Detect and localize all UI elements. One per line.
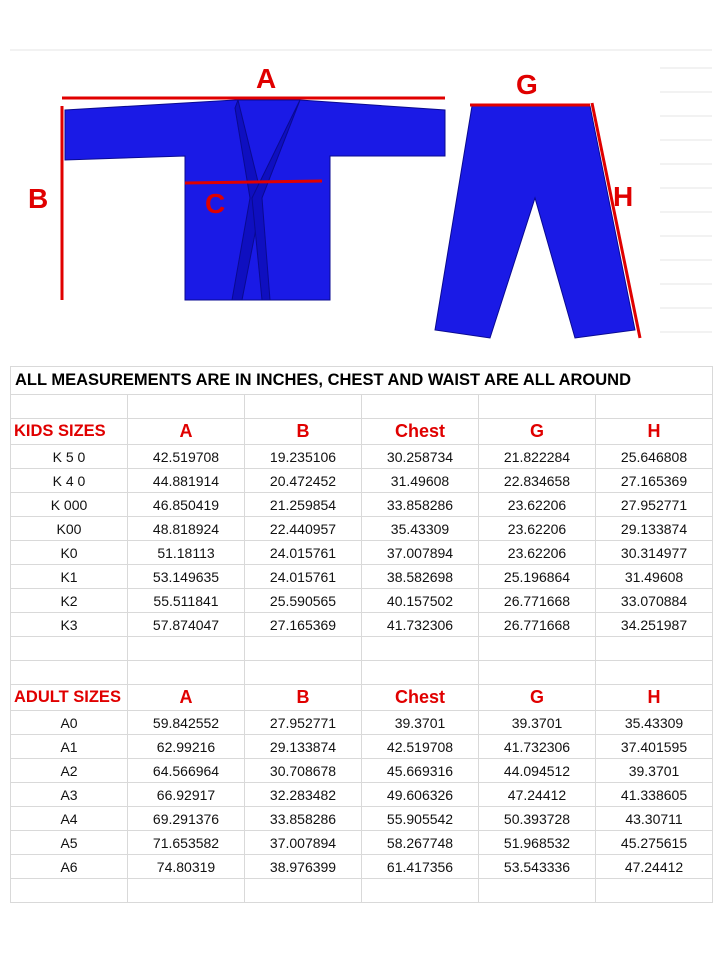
measurement-cell: 47.24412 [596, 855, 713, 879]
measurement-cell: 46.850419 [128, 493, 245, 517]
empty-row [11, 395, 713, 419]
measurement-cell: 45.669316 [362, 759, 479, 783]
measurement-cell: 53.543336 [479, 855, 596, 879]
label-g: G [516, 69, 538, 100]
empty-cell [245, 661, 362, 685]
kids-sizes-label: KIDS SIZES [11, 419, 128, 445]
column-header: H [596, 419, 713, 445]
measurement-cell: 42.519708 [362, 735, 479, 759]
table-row [11, 855, 713, 879]
measurement-cell: 35.43309 [596, 711, 713, 735]
measurement-cell: 20.472452 [245, 469, 362, 493]
measurement-cell: 26.771668 [479, 589, 596, 613]
size-cell: A0 [11, 711, 128, 735]
size-cell: A4 [11, 807, 128, 831]
empty-cell [596, 879, 713, 903]
column-header: B [245, 685, 362, 711]
column-header: B [245, 419, 362, 445]
measurement-cell: 33.858286 [362, 493, 479, 517]
table-row [11, 711, 713, 735]
empty-cell [128, 637, 245, 661]
empty-cell [128, 395, 245, 419]
measurement-cell: 48.818924 [128, 517, 245, 541]
measurement-cell: 55.905542 [362, 807, 479, 831]
measurement-cell: 41.732306 [479, 735, 596, 759]
column-header: Chest [362, 419, 479, 445]
size-cell: A1 [11, 735, 128, 759]
label-c: C [205, 188, 226, 219]
size-cell: K 5 0 [11, 445, 128, 469]
measurement-cell: 30.258734 [362, 445, 479, 469]
measurement-cell: 51.968532 [479, 831, 596, 855]
table-row [11, 735, 713, 759]
empty-cell [11, 395, 128, 419]
gi-diagram [0, 48, 720, 364]
table-row [11, 589, 713, 613]
empty-cell [128, 879, 245, 903]
empty-cell [596, 661, 713, 685]
measurement-cell: 57.874047 [128, 613, 245, 637]
measurement-cell: 35.43309 [362, 517, 479, 541]
size-cell: A3 [11, 783, 128, 807]
empty-cell [479, 395, 596, 419]
measurement-cell: 21.822284 [479, 445, 596, 469]
empty-cell [11, 637, 128, 661]
table-row [11, 759, 713, 783]
measurement-cell: 55.511841 [128, 589, 245, 613]
kids-header-row [11, 419, 713, 445]
measurement-cell: 61.417356 [362, 855, 479, 879]
table-row [11, 831, 713, 855]
empty-cell [11, 661, 128, 685]
measurements-note: ALL MEASUREMENTS ARE IN INCHES, CHEST AND WAIST ARE ALL AROUND [11, 367, 713, 395]
empty-row [11, 637, 713, 661]
measurement-cell: 25.196864 [479, 565, 596, 589]
table-row [11, 565, 713, 589]
measurement-cell: 59.842552 [128, 711, 245, 735]
size-cell: K0 [11, 541, 128, 565]
table-row [11, 493, 713, 517]
empty-cell [245, 395, 362, 419]
measurement-cell: 41.338605 [596, 783, 713, 807]
measurement-cell: 25.646808 [596, 445, 713, 469]
measurement-cell: 33.858286 [245, 807, 362, 831]
empty-cell [128, 661, 245, 685]
measurement-cell: 43.30711 [596, 807, 713, 831]
empty-cell [596, 395, 713, 419]
column-header: A [128, 685, 245, 711]
measurement-cell: 39.3701 [479, 711, 596, 735]
empty-cell [596, 637, 713, 661]
measurement-cell: 29.133874 [245, 735, 362, 759]
size-cell: K1 [11, 565, 128, 589]
measurement-cell: 37.007894 [362, 541, 479, 565]
column-header: H [596, 685, 713, 711]
measurement-cell: 32.283482 [245, 783, 362, 807]
measurement-cell: 62.99216 [128, 735, 245, 759]
label-h: H [613, 181, 634, 212]
measurement-cell: 74.80319 [128, 855, 245, 879]
empty-row [11, 661, 713, 685]
measurement-cell: 23.62206 [479, 541, 596, 565]
table-row [11, 807, 713, 831]
empty-cell [362, 879, 479, 903]
measurement-cell: 38.582698 [362, 565, 479, 589]
adult-header-row [11, 685, 713, 711]
measurement-cell: 30.314977 [596, 541, 713, 565]
measurement-cell: 53.149635 [128, 565, 245, 589]
measurement-cell: 58.267748 [362, 831, 479, 855]
measurement-cell: 22.834658 [479, 469, 596, 493]
adult-sizes-label: ADULT SIZES [11, 685, 128, 711]
measurement-cell: 42.519708 [128, 445, 245, 469]
column-header: G [479, 685, 596, 711]
empty-cell [245, 879, 362, 903]
column-header: Chest [362, 685, 479, 711]
measurement-cell: 31.49608 [362, 469, 479, 493]
table-row [11, 541, 713, 565]
jacket [65, 100, 445, 300]
measurement-cell: 38.976399 [245, 855, 362, 879]
size-cell: K00 [11, 517, 128, 541]
measurement-cell: 26.771668 [479, 613, 596, 637]
measurement-cell: 25.590565 [245, 589, 362, 613]
measurement-cell: 37.401595 [596, 735, 713, 759]
measurement-cell: 27.165369 [596, 469, 713, 493]
measurement-cell: 69.291376 [128, 807, 245, 831]
measurement-cell: 50.393728 [479, 807, 596, 831]
table-row [11, 469, 713, 493]
measurement-cell: 27.165369 [245, 613, 362, 637]
size-cell: K 000 [11, 493, 128, 517]
measurement-cell: 49.606326 [362, 783, 479, 807]
measurement-cell: 27.952771 [596, 493, 713, 517]
table-row [11, 783, 713, 807]
column-header: A [128, 419, 245, 445]
measurement-cell: 27.952771 [245, 711, 362, 735]
measurement-cell: 41.732306 [362, 613, 479, 637]
label-a: A [256, 63, 277, 94]
measurement-cell: 51.18113 [128, 541, 245, 565]
measurement-cell: 23.62206 [479, 517, 596, 541]
measurement-cell: 34.251987 [596, 613, 713, 637]
measurement-cell: 40.157502 [362, 589, 479, 613]
measurement-cell: 29.133874 [596, 517, 713, 541]
table-row [11, 517, 713, 541]
measurement-cell: 31.49608 [596, 565, 713, 589]
size-table [10, 366, 713, 903]
measurement-cell: 19.235106 [245, 445, 362, 469]
column-header: G [479, 419, 596, 445]
measurement-cell: 22.440957 [245, 517, 362, 541]
measurement-cell: 71.653582 [128, 831, 245, 855]
size-cell: K3 [11, 613, 128, 637]
measurement-cell: 21.259854 [245, 493, 362, 517]
measurement-cell: 24.015761 [245, 541, 362, 565]
measurement-cell: 39.3701 [596, 759, 713, 783]
label-b: B [28, 183, 49, 214]
table-row [11, 613, 713, 637]
measurement-cell: 39.3701 [362, 711, 479, 735]
measurement-cell: 66.92917 [128, 783, 245, 807]
empty-cell [11, 879, 128, 903]
empty-cell [479, 661, 596, 685]
empty-cell [362, 395, 479, 419]
empty-cell [362, 661, 479, 685]
size-cell: K 4 0 [11, 469, 128, 493]
measurement-cell: 33.070884 [596, 589, 713, 613]
measurement-cell: 44.094512 [479, 759, 596, 783]
pants [435, 106, 635, 338]
size-cell: A2 [11, 759, 128, 783]
empty-cell [479, 637, 596, 661]
measurement-cell: 47.24412 [479, 783, 596, 807]
empty-cell [479, 879, 596, 903]
empty-row [11, 879, 713, 903]
size-cell: K2 [11, 589, 128, 613]
empty-cell [245, 637, 362, 661]
measurement-cell: 37.007894 [245, 831, 362, 855]
measurement-cell: 64.566964 [128, 759, 245, 783]
measurement-cell: 23.62206 [479, 493, 596, 517]
measurement-cell: 45.275615 [596, 831, 713, 855]
measurement-cell: 44.881914 [128, 469, 245, 493]
measurement-cell: 30.708678 [245, 759, 362, 783]
table-row [11, 445, 713, 469]
measurement-cell: 24.015761 [245, 565, 362, 589]
empty-cell [362, 637, 479, 661]
size-cell: A5 [11, 831, 128, 855]
size-cell: A6 [11, 855, 128, 879]
